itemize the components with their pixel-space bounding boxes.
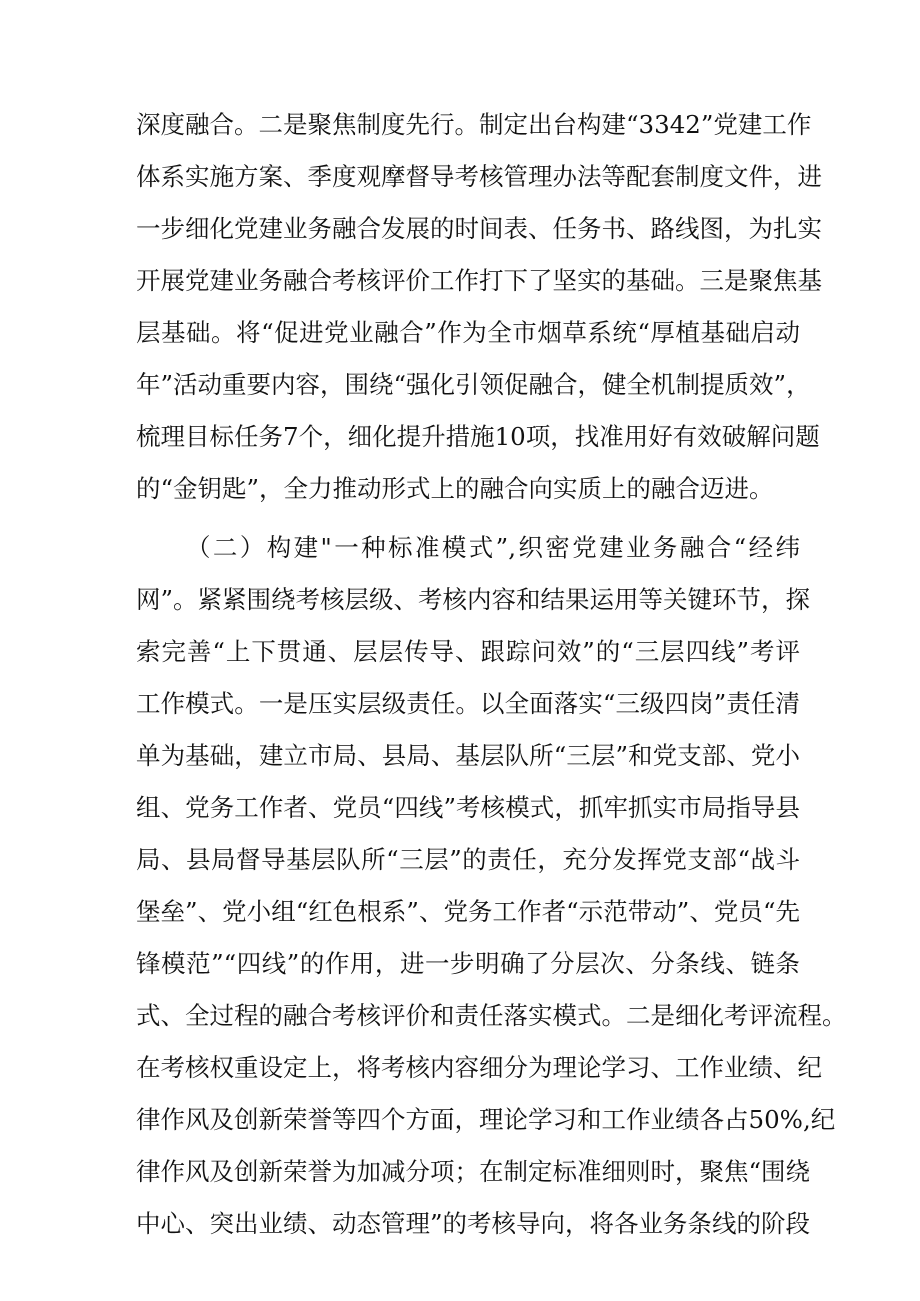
text-line: 律作风及创新荣誉为加减分项；在制定标准细则时，聚焦“围绕 bbox=[136, 1157, 811, 1186]
text-line: 单为基础，建立市局、县局、基层队所“三层”和党支部、党小 bbox=[136, 741, 800, 770]
text-line: 一步细化党建业务融合发展的时间表、任务书、路线图，为扎实 bbox=[136, 214, 822, 243]
text-line: 年”活动重要内容，围绕“强化引领促融合，健全机制提质效”， bbox=[136, 370, 811, 399]
text-line: 律作风及创新荣誉等四个方面，理论学习和工作业绩各占50%,纪 bbox=[136, 1105, 836, 1134]
text-line: 网”。紧紧围绕考核层级、考核内容和结果运用等关键环节，探 bbox=[136, 585, 811, 614]
text-line: 的“金钥匙”，全力推动形式上的融合向实质上的融合迈进。 bbox=[136, 474, 774, 503]
text-line: 开展党建业务融合考核评价工作打下了坚实的基础。三是聚焦基 bbox=[136, 266, 822, 295]
text-line: 深度融合。二是聚焦制度先行。制定出台构建“3342”党建工作 bbox=[136, 110, 812, 139]
text-line: 层基础。将“促进党业融合”作为全市烟草系统“厚植基础启动 bbox=[136, 318, 800, 347]
text-line: 梳理目标任务7个，细化提升措施10项，找准用好有效破解问题 bbox=[136, 422, 820, 451]
text-line: 组、党务工作者、党员“四线”考核模式，抓牢抓实市局指导县 bbox=[136, 793, 800, 822]
text-line: 在考核权重设定上，将考核内容细分为理论学习、工作业绩、纪 bbox=[136, 1053, 822, 1082]
text-line: 式、全过程的融合考核评价和责任落实模式。二是细化考评流程。 bbox=[136, 1001, 847, 1030]
text-line: 堡垒”、党小组“红色根系”、党务工作者“示范带动”、党员“先 bbox=[136, 897, 800, 926]
text-line: 局、县局督导基层队所“三层”的责任，充分发挥党支部“战斗 bbox=[136, 845, 800, 874]
text-line: 锋模范”“四线”的作用，进一步明确了分层次、分条线、链条 bbox=[136, 949, 800, 978]
text-line: 体系实施方案、季度观摩督导考核管理办法等配套制度文件，进 bbox=[136, 162, 822, 191]
text-line: 索完善“上下贯通、层层传导、跟踪问效”的“三层四线”考评 bbox=[136, 637, 800, 666]
section-heading-line: （二）构建"一种标准模式”,织密党建业务融合“经纬 bbox=[186, 533, 800, 562]
text-line: 中心、突出业绩、动态管理”的考核导向，将各业务条线的阶段 bbox=[136, 1209, 811, 1238]
text-line: 工作模式。一是压实层级责任。以全面落实“三级四岗”责任清 bbox=[136, 689, 800, 718]
